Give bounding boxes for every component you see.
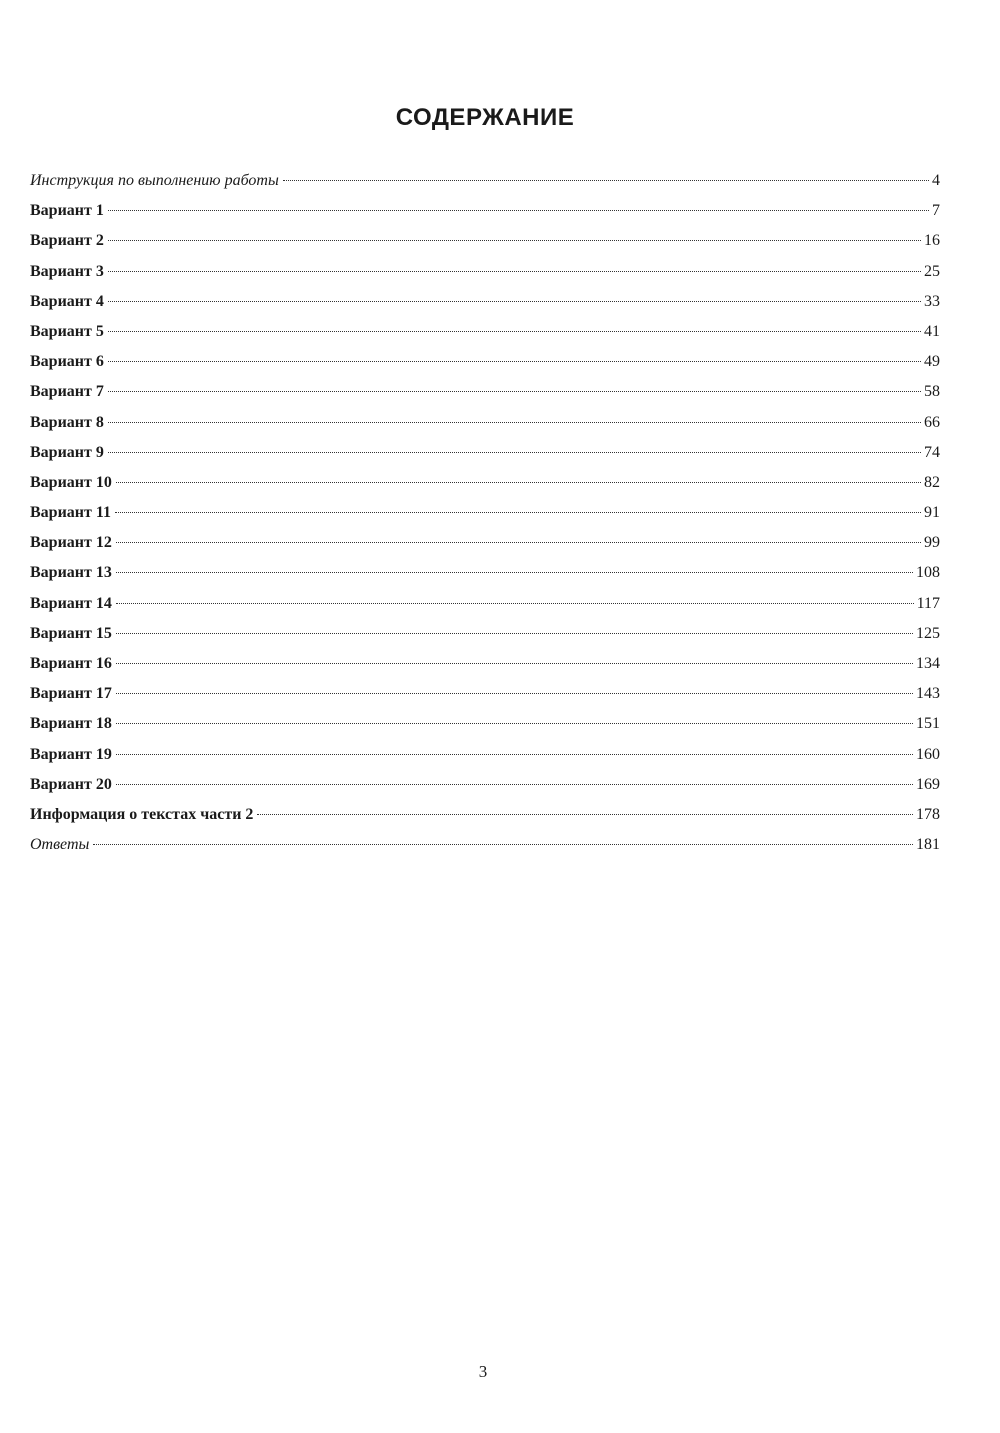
toc-entry-label: Вариант 2 bbox=[30, 232, 104, 250]
dot-leader bbox=[116, 693, 913, 694]
toc-entry[interactable] bbox=[30, 323, 940, 353]
dot-leader bbox=[108, 391, 921, 392]
toc-entry[interactable] bbox=[30, 836, 940, 866]
toc-entry-page: 169 bbox=[916, 775, 940, 793]
toc-entry-label: Вариант 3 bbox=[30, 262, 104, 280]
toc-entry-page: 108 bbox=[916, 564, 940, 582]
dot-leader bbox=[116, 784, 913, 785]
toc-entry-page: 181 bbox=[916, 836, 940, 854]
toc-entry[interactable] bbox=[30, 444, 940, 474]
toc-entry-page: 160 bbox=[916, 745, 940, 763]
toc-entry-page: 66 bbox=[924, 413, 940, 431]
toc-entry-page: 151 bbox=[916, 715, 940, 733]
dot-leader bbox=[93, 844, 913, 845]
toc-entry-page: 58 bbox=[924, 383, 940, 401]
toc-entry-page: 25 bbox=[924, 262, 940, 280]
toc-entry[interactable] bbox=[30, 504, 940, 534]
toc-entry-page: 49 bbox=[924, 353, 940, 371]
toc-entry[interactable] bbox=[30, 202, 940, 232]
toc-entry-label: Вариант 10 bbox=[30, 473, 112, 491]
dot-leader bbox=[108, 210, 929, 211]
toc-entry[interactable] bbox=[30, 293, 940, 323]
dot-leader bbox=[116, 572, 913, 573]
toc-entry-page: 82 bbox=[924, 473, 940, 491]
toc-entry-label: Вариант 12 bbox=[30, 534, 112, 552]
toc-entry[interactable] bbox=[30, 715, 940, 745]
toc-entry-page: 4 bbox=[932, 172, 940, 189]
toc-entry-label: Вариант 19 bbox=[30, 745, 112, 763]
dot-leader bbox=[116, 663, 913, 664]
toc-entry-page: 125 bbox=[916, 624, 940, 642]
toc-entry-page: 134 bbox=[916, 655, 940, 672]
toc-entry[interactable] bbox=[30, 655, 940, 685]
toc-entry-label: Вариант 5 bbox=[30, 322, 104, 340]
dot-leader bbox=[108, 361, 921, 362]
dot-leader bbox=[116, 603, 914, 604]
dot-leader bbox=[116, 723, 913, 724]
toc-entry-page: 178 bbox=[916, 805, 940, 823]
dot-leader bbox=[115, 512, 921, 513]
toc-entry-label: Ответы bbox=[30, 836, 90, 854]
dot-leader bbox=[283, 180, 929, 181]
toc-entry-label: Информация о текстах части 2 bbox=[30, 805, 254, 823]
dot-leader bbox=[116, 542, 921, 543]
dot-leader bbox=[116, 754, 913, 755]
toc-entry-label: Вариант 13 bbox=[30, 564, 112, 582]
toc-entry-label: Вариант 14 bbox=[30, 594, 112, 612]
toc-entry-page: 33 bbox=[924, 292, 940, 310]
toc-entry[interactable] bbox=[30, 353, 940, 383]
toc-entry[interactable] bbox=[30, 685, 940, 715]
toc-entry-page: 117 bbox=[916, 594, 940, 612]
toc-entry[interactable] bbox=[30, 564, 940, 594]
toc-entry-label: Вариант 18 bbox=[30, 715, 112, 733]
dot-leader bbox=[108, 301, 921, 302]
toc-entry-page: 41 bbox=[924, 322, 940, 340]
toc-entry-page: 143 bbox=[916, 685, 940, 703]
toc-entry-page: 74 bbox=[924, 443, 940, 461]
dot-leader bbox=[257, 814, 913, 815]
toc-entry-page: 7 bbox=[932, 202, 940, 220]
dot-leader bbox=[116, 633, 913, 634]
toc-entry[interactable] bbox=[30, 383, 940, 413]
page-title: СОДЕРЖАНИЕ bbox=[395, 104, 575, 131]
toc-entry-label: Вариант 1 bbox=[30, 202, 104, 220]
dot-leader bbox=[116, 482, 921, 483]
toc-entry[interactable] bbox=[30, 625, 940, 655]
toc-entry[interactable] bbox=[30, 534, 940, 564]
table-of-contents bbox=[30, 172, 940, 866]
toc-entry[interactable] bbox=[30, 746, 940, 776]
page-number: 3 bbox=[478, 1362, 488, 1381]
toc-entry-page: 16 bbox=[924, 232, 940, 250]
toc-entry[interactable] bbox=[30, 776, 940, 806]
toc-entry-label: Вариант 4 bbox=[30, 292, 104, 310]
toc-entry[interactable] bbox=[30, 232, 940, 262]
toc-entry-page: 91 bbox=[924, 504, 940, 522]
toc-entry-label: Вариант 6 bbox=[30, 353, 104, 371]
dot-leader bbox=[108, 271, 921, 272]
toc-entry[interactable] bbox=[30, 474, 940, 504]
toc-entry[interactable] bbox=[30, 263, 940, 293]
dot-leader bbox=[108, 240, 921, 241]
toc-entry-page: 99 bbox=[924, 534, 940, 552]
toc-entry-label: Вариант 8 bbox=[30, 413, 104, 431]
toc-entry[interactable] bbox=[30, 806, 940, 836]
toc-entry-label: Вариант 16 bbox=[30, 655, 112, 672]
toc-entry-label: Вариант 17 bbox=[30, 685, 112, 703]
dot-leader bbox=[108, 422, 921, 423]
toc-entry[interactable] bbox=[30, 172, 940, 202]
toc-entry-label: Вариант 9 bbox=[30, 443, 104, 461]
toc-entry-label: Вариант 7 bbox=[30, 383, 104, 401]
dot-leader bbox=[108, 452, 921, 453]
toc-entry-label: Вариант 15 bbox=[30, 624, 112, 642]
toc-entry[interactable] bbox=[30, 595, 940, 625]
toc-entry-label: Вариант 20 bbox=[30, 775, 112, 793]
dot-leader bbox=[108, 331, 921, 332]
toc-entry-label: Инструкция по выполнению работы bbox=[30, 172, 279, 189]
toc-entry[interactable] bbox=[30, 414, 940, 444]
toc-entry-label: Вариант 11 bbox=[30, 504, 111, 522]
